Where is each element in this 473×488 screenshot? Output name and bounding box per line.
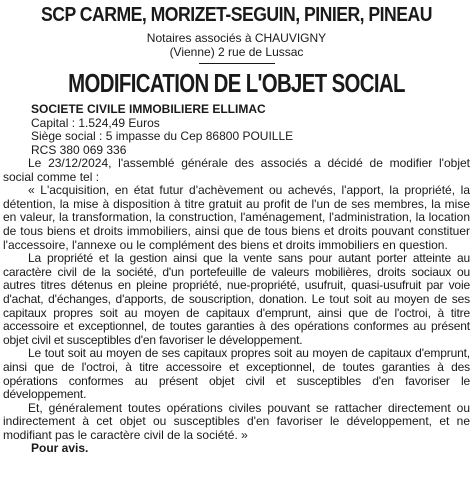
company-name: SOCIETE CIVILE IMMOBILIERE ELLIMAC: [31, 102, 266, 116]
notice-title: MODIFICATION DE L'OBJET SOCIAL: [68, 70, 405, 98]
company-capital: Capital : 1.524,49 Euros: [31, 115, 160, 130]
company-rcs: RCS 380 069 336: [31, 142, 127, 157]
body-paragraph-acquisition: « L'acquisition, en état futur d'achèvement ou achevés, l'apport, la propriété, la détention, la mise à disposition à titre gratuit au profit de l'un de ses membres, la mise en valeur, la transformation, la construction, l'aménagement, l'administration, la location de tous biens et droits immobiliers, ainsi que de tous biens et droits pouvant constituer l'accessoire, l'annexe ou le complément des biens et droits immobiliers en question.: [3, 183, 470, 252]
closing-signoff: Pour avis.: [31, 441, 89, 456]
body-paragraph-general: Et, généralement toutes opérations civiles pouvant se rattacher directement ou indirectement à cet objet ou susceptibles d'en favoriser le développement, et ne modifiant pas le caractère civil de la société. »: [3, 400, 470, 442]
notary-subtitle: Notaires associés à CHAUVIGNY: [146, 31, 327, 45]
notary-address: (Vienne) 2 rue de Lussac: [169, 45, 304, 59]
notary-firm-name: SCP CARME, MORIZET-SEGUIN, PINIER, PINEAU: [41, 3, 432, 26]
company-address: Siège social : 5 impasse du Cep 86800 POUILLE: [31, 129, 294, 143]
header-divider: [199, 63, 275, 64]
body-paragraph-financing: Le tout soit au moyen de ses capitaux propres soit au moyen de capitaux d'emprunt, ainsi que de l'octroi, à titre accessoire et exceptionnel, de toutes garanties à des opérations conformes au présent objet civil et susceptibles d'en favoriser le développement.: [3, 346, 470, 402]
body-paragraph-portfolio: La propriété et la gestion ainsi que la vente sans pour autant porter atteinte au caractère civil de la société, d'un portefeuille de valeurs mobilières, droits sociaux ou autres titres détenus en pleine propriété, nue-propriété, usufruit, quasi-usufruit par voie d'achat, d'échanges, d'apports, de souscription, donation. Le tout soit au moyen de ses capitaux propres soit au moyen de capitaux d'emprunt, ainsi que de l'octroi, à titre accessoire et exceptionnel, de toutes garanties à des opérations conformes au présent objet civil et susceptibles d'en favoriser le développement.: [3, 251, 470, 347]
body-paragraph-decision: Le 23/12/2024, l'assemblé générale des associés a décidé de modifier l'objet social comme tel :: [3, 156, 470, 184]
